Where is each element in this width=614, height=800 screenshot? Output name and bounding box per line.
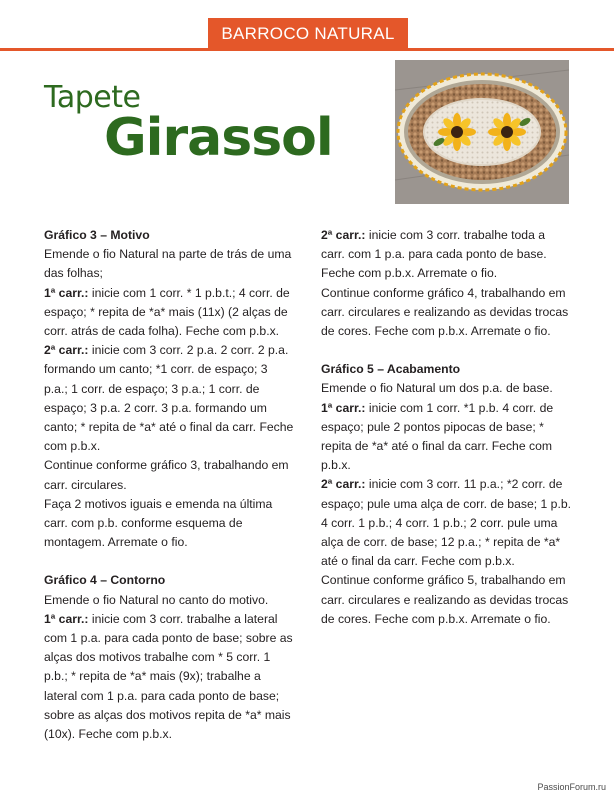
grafico-3-continue: Continue conforme gráfico 3, trabalhando em carr. circulares. xyxy=(44,458,289,492)
round-text: inicie com 3 corr. trabalhe a lateral com 1 p.a. para cada ponto de base; sobre as alças dos motivos trabalhe com * 5 corr. 1 p.b.; * repita de *a* mais (9x); trabalhe a lateral com 1 p.a. para cada ponto de base; sobre as alças dos motivos repita de *a* mais (10x). Feche com p.b.x. xyxy=(44,611,293,742)
title-line-1: Tapete xyxy=(44,80,141,115)
round-label: 2ª carr.: xyxy=(44,343,89,358)
round-text: inicie com 3 corr. 2 p.a. 2 corr. 2 p.a. formando um canto; *1 corr. de espaço; 3 p.a.; 1 corr. de espaço; 3 p.a.; 1 corr. de espaço; 3 p.a. 2 corr. 3 p.a. formando um canto; * repita de *a* até o final da carr. Feche com p.b.x. xyxy=(44,343,294,454)
grafico-5-intro: Emende o fio Natural um dos p.a. de base. xyxy=(321,381,553,396)
grafico-4-round-1 xyxy=(44,610,294,744)
grafico-3-intro: Emende o fio Natural na parte de trás de uma das folhas; xyxy=(44,247,292,281)
header-divider xyxy=(0,48,614,51)
round-text: inicie com 1 corr. *1 p.b. 4 corr. de espaço; pule 2 pontos pipocas de base; * repita de *a* até o final da carr. Feche com p.b.x. xyxy=(321,400,554,473)
grafico-3-assembly: Faça 2 motivos iguais e emenda na última carr. com p.b. conforme esquema de montagem. Arremate o fio. xyxy=(44,496,273,550)
section-banner xyxy=(208,18,408,50)
rug-photo xyxy=(395,60,569,204)
round-label: 2ª carr.: xyxy=(321,228,366,242)
grafico-3-round-2 xyxy=(44,341,294,456)
grafico-4-continue: Continue conforme gráfico 4, trabalhando em carr. circulares e realizando as devidas trocas de cores. Feche com p.b.x. Arremate o fio. xyxy=(321,285,569,339)
round-text: inicie com 3 corr. 11 p.a.; *2 corr. de espaço; pule uma alça de corr. de base; 1 p.b. 4 corr. 1 p.b.; 4 corr. 1 p.b.; 2 corr. pule uma alça de corr. de base; 12 p.a.; * repita de *a* até o final da carr. Feche com p.b.x. xyxy=(321,477,572,569)
page-title: Girassol xyxy=(104,108,333,168)
round-label: 2ª carr.: xyxy=(321,477,366,492)
sunflower-rug-illustration xyxy=(395,60,569,204)
section-title: BARROCO NATURAL xyxy=(221,24,395,43)
grafico-5-heading: Gráfico 5 – Acabamento xyxy=(321,362,461,377)
round-text: inicie com 3 corr. trabalhe toda a carr. com 1 p.a. para cada ponto de base. Feche com p.b.x. Arremate o fio. xyxy=(321,228,547,281)
grafico-4-intro: Emende o fio Natural no canto do motivo. xyxy=(44,592,269,607)
grafico-3-heading: Gráfico 3 – Motivo xyxy=(44,228,150,242)
grafico-3-round-1 xyxy=(44,284,294,342)
round-text: inicie com 1 corr. * 1 p.b.t.; 4 corr. de espaço; * repita de *a* mais (11x) (2 alças de corr. atrás de cada folha). Feche com p.b.x. xyxy=(44,285,290,339)
round-label: 1ª carr.: xyxy=(321,400,366,415)
grafico-4-round-2 xyxy=(321,226,571,284)
watermark: PassionForum.ru xyxy=(537,782,606,792)
grafico-5-round-2 xyxy=(321,475,571,571)
round-label: 1ª carr.: xyxy=(44,611,89,626)
right-column xyxy=(321,226,571,629)
left-column xyxy=(44,226,294,744)
grafico-5-continue: Continue conforme gráfico 5, trabalhando em carr. circulares e realizando as devidas trocas de cores. Feche com p.b.x. Arremate o fio. xyxy=(321,573,569,626)
grafico-5-round-1 xyxy=(321,399,571,476)
round-label: 1ª carr.: xyxy=(44,285,89,300)
grafico-4-heading: Gráfico 4 – Contorno xyxy=(44,573,166,588)
